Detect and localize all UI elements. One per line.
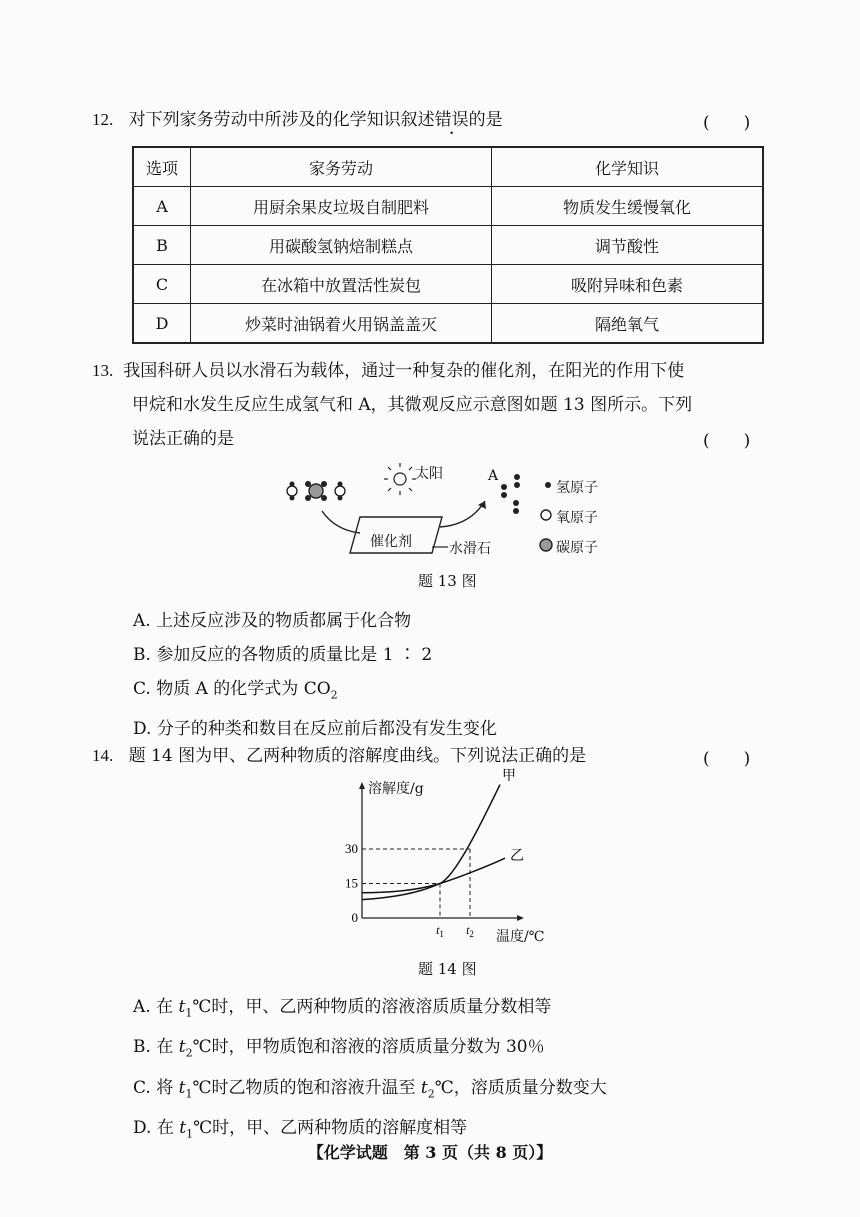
series-label-jia: 甲 [502,768,516,784]
q13-option-c[interactable]: C. 物质 A 的化学式为 $CO_2$ [133,679,338,702]
product-a-label: A [488,468,499,484]
sun-label: 太阳 [415,466,443,482]
table-cell: 吸附异味和色素 [492,265,764,304]
table-cell: C [133,265,191,304]
q13-answer-paren: ( ) [703,431,751,451]
legend-carbon-icon [540,539,552,551]
q14-number: 14. [92,746,114,765]
q13-option-a[interactable]: A. 上述反应涉及的物质都属于化合物 [133,611,412,631]
q13-line1: 我国科研人员以水滑石为载体，通过一种复杂的催化剂，在阳光的作用下使 [123,361,685,381]
q13-number: 13. [92,361,114,380]
q14-stem [92,744,586,768]
legend-oxygen-label: 氧原子 [556,510,598,526]
table-cell: 在冰箱中放置活性炭包 [191,265,492,304]
catalyst-label: 催化剂 [370,534,412,550]
table-cell: A [133,187,191,226]
legend-carbon-label: 碳原子 [556,540,598,556]
page-footer: 【化学试题 第 3 页（共 8 页）】 [307,1143,553,1162]
water-molecule-icon [287,482,297,501]
legend-hydrogen-label: 氢原子 [556,480,598,496]
x-tick-label-t1: $t_1$ [436,923,444,939]
q14-solubility-chart [340,768,560,948]
q13-option-b[interactable]: B. 参加反应的各物质的质量比是 1 ∶ 2 [133,645,433,665]
q12-table [132,146,764,344]
series-line-乙 [362,858,505,893]
q14-figure-caption: 题 14 图 [418,960,477,978]
q12-stem-emphasis: 错误 [434,110,469,130]
table-header: 家务劳动 [191,147,492,187]
product-a-molecules-icon [501,474,520,514]
q14-answer-paren: ( ) [703,749,751,769]
series-line-甲 [362,785,500,900]
table-cell: B [133,226,191,265]
table-cell: 用厨余果皮垃圾自制肥料 [191,187,492,226]
table-cell: D [133,304,191,344]
table-cell: 物质发生缓慢氧化 [492,187,764,226]
table-header: 化学知识 [492,147,764,187]
y-axis-label: 溶解度/g [368,781,424,797]
q14-option-b[interactable]: B. 在 $t_2℃$时，甲物质饱和溶液的溶质质量分数为 30％ [133,1037,545,1060]
q13-figure-caption: 题 13 图 [418,572,477,590]
table-row [133,265,763,304]
q12-stem-prefix: 对下列家务劳动中所涉及的化学知识叙述 [128,110,435,130]
q12-stem-suffix: 的是 [468,110,503,130]
table-row [133,187,763,226]
x-axis-label: 温度/℃ [496,929,545,945]
q13-options [133,604,497,746]
q14-options [133,990,607,1152]
table-cell: 炒菜时油锅着火用锅盖盖灭 [191,304,492,344]
table-header-row [133,147,763,187]
water-molecule-icon [335,482,345,501]
q14-option-a[interactable]: A. 在 $t_1℃$时，甲、乙两种物质的溶液溶质质量分数相等 [133,997,552,1020]
table-header: 选项 [133,147,191,187]
table-cell: 隔绝氧气 [492,304,764,344]
support-label: 水滑石 [449,541,491,557]
q12-number: 12. [92,110,114,129]
table-row [133,226,763,265]
legend-hydrogen-icon [545,482,551,488]
table-cell: 用碳酸氢钠焙制糕点 [191,226,492,265]
y-tick-label-30: 30 [345,841,358,856]
q13-stem [92,354,772,456]
reaction-arrow-in [322,511,360,533]
sun-icon [384,463,416,495]
y-tick-label-0: 0 [351,910,358,925]
y-tick-label-15: 15 [345,875,358,891]
q12-answer-paren: ( ) [703,113,751,133]
methane-molecule-icon [305,481,327,501]
table-row [133,304,763,344]
q13-option-d[interactable]: D. 分子的种类和数目在反应前后都没有发生变化 [133,719,497,740]
q13-line3: 说法正确的是 [132,429,234,449]
table-cell: 调节酸性 [492,226,764,265]
series-label-yi: 乙 [510,847,524,864]
q14-option-c[interactable]: C. 将 $t_1℃$时乙物质的饱和溶液升温至 $t_2℃$，溶质质量分数变大 [133,1077,607,1101]
q14-option-d[interactable]: D. 在 $t_1℃$时，甲、乙两种物质的溶解度相等 [133,1118,468,1141]
legend-oxygen-icon [541,510,551,520]
q13-line2: 甲烷和水发生反应生成氢气和 A，其微观反应示意图如题 13 图所示。下列 [132,395,693,415]
q12-stem [92,108,503,132]
x-tick-label-t2: $t_2$ [466,923,474,939]
q14-stem-text: 题 14 图为甲、乙两种物质的溶解度曲线。下列说法正确的是 [128,746,587,766]
